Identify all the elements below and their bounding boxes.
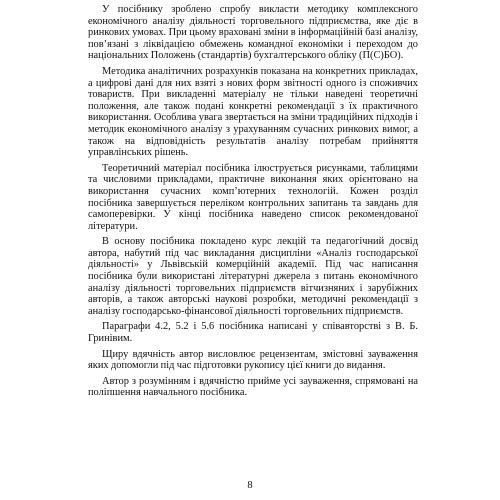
paragraph-feedback: Автор з розумінням і вдячністю прийме усі зауваження, спрямовані на поліпшення навчального посібника. [88, 375, 418, 399]
paragraph-illustrations: Теоретичний матеріал посібника ілюструється рисунками, таблицями та числовими прикладами, практичне виконання яких орієнтовано на використання сучасних комп’ютерних технологій. Кожен розділ посібника завершується переліком контрольних запитань та завдань для самоперевірки. У кінці посібника наведено список рекомендованої літератури. [88, 162, 418, 232]
body-text [88, 4, 418, 403]
paragraph-gratitude: Щиру вдячність автор висловлює рецензентам, змістовні зауваження яких допомогли під час підготовки рукопису цієї книги до видання. [88, 348, 418, 372]
paragraph-methodology: Методика аналітичних розрахунків показана на конкретних прикладах, а цифрові дані для них взяті з нових форм звітності одного із споживчих товариств. При викладенні матеріалу не тільки наведені теоретичні положення, але також подані конкретні рекомендації з їх практичного використання. Особлива увага звертається на зміни традиційних підходів і методик економічного аналізу з урахуванням сучасних ринкових вимог, а також на відповідність результатів аналізу потребам прийняття управлінських рішень. [88, 65, 418, 159]
paragraph-intro: У посібнику зроблено спробу викласти методику комплексного економічного аналізу діяльності торговельного підприємства, яке діє в ринкових умовах. При цьому враховані зміни в інформаційній базі аналізу, пов’язані з ліквідацією обмежень командної економіки і переходом до національних Положень (стандартів) бухгалтерського обліку (П(С)БО). [88, 4, 418, 62]
page-number: 8 [247, 480, 253, 491]
paragraph-basis: В основу посібника покладено курс лекцій та педагогічний досвід автора, набутий під час викладання дисципліни «Аналіз господарської діяльності» у Львівській комерційній академії. Під час написання посібника були використані літературні джерела з питань економічного аналізу діяльності торговельних підприємств вітчизняних і зарубіжних авторів, а також авторські наукові розробки, методичні рекомендації з аналізу господарсько-фінансової діяльності торговельних підприємств. [88, 236, 418, 317]
paragraph-coauthor: Параграфи 4.2, 5.2 і 5.6 посібника написані у співавторстві з В. Б. Гринівим. [88, 321, 418, 345]
